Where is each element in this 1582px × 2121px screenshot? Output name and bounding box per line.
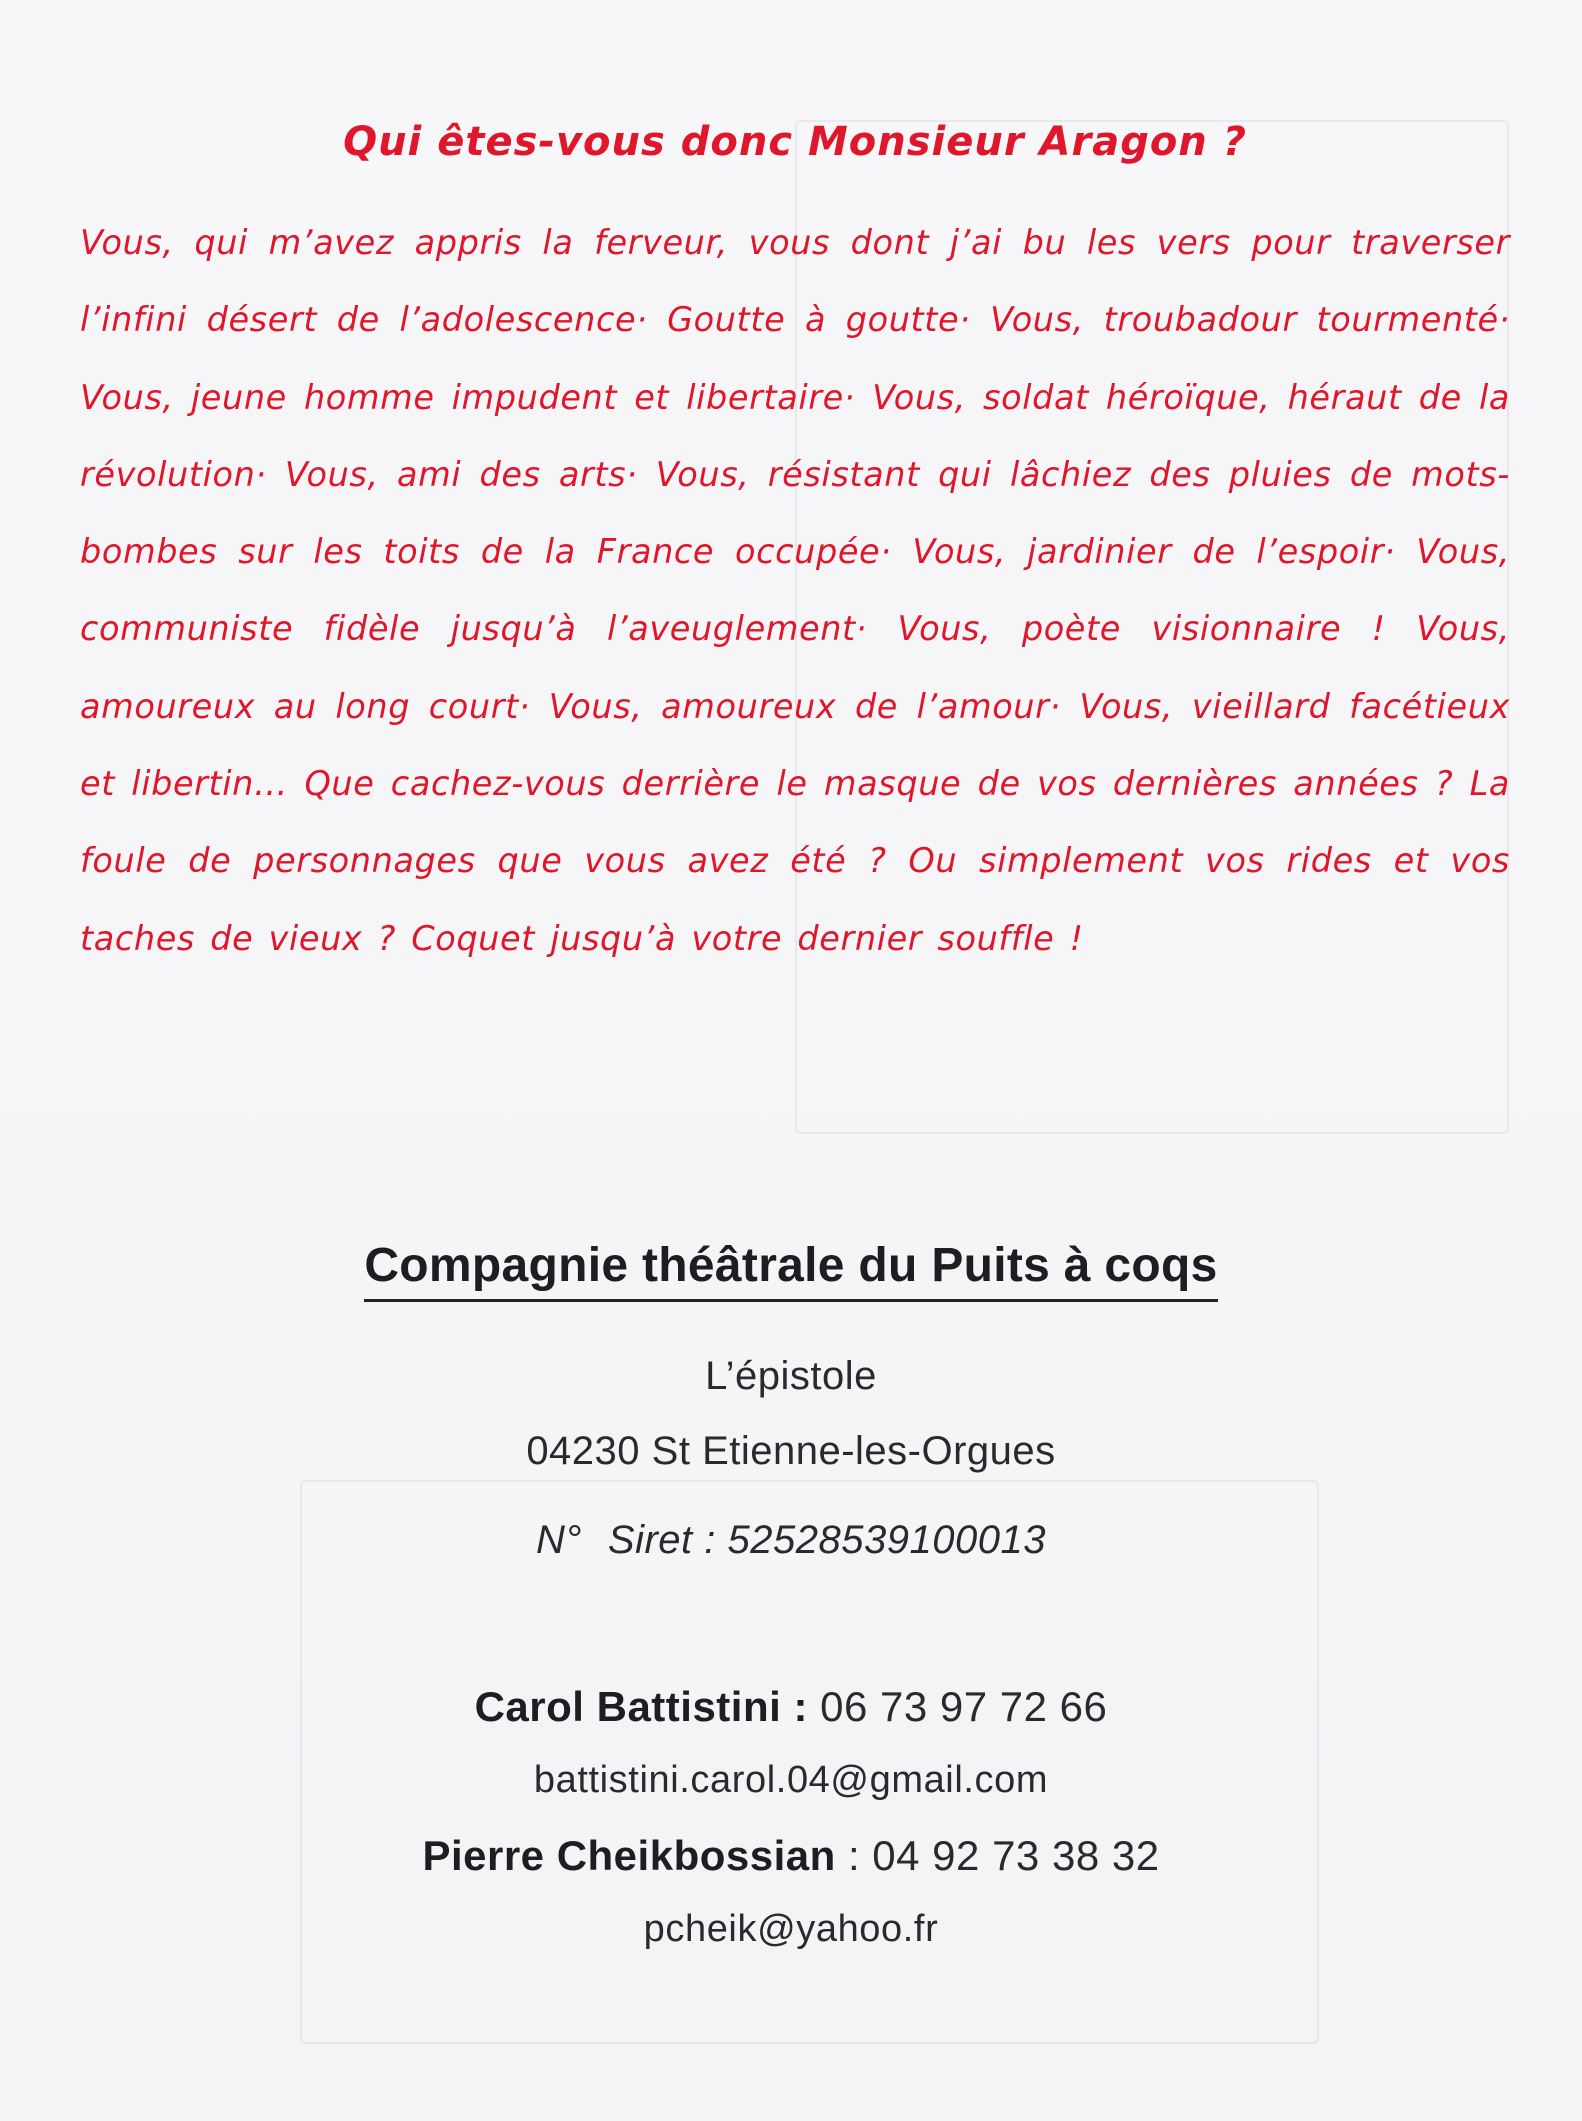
contact-phone: 04 92 73 38 32 xyxy=(872,1832,1160,1879)
contact-phone: 06 73 97 72 66 xyxy=(820,1683,1108,1730)
contact-separator: : xyxy=(847,1832,861,1879)
contact-email: pcheik@yahoo.fr xyxy=(643,1908,939,1950)
contact-name: Carol Battistini : xyxy=(474,1683,808,1730)
contact-email: battistini.carol.04@gmail.com xyxy=(533,1759,1049,1801)
address-line-2: 04230 St Etienne-les-Orgues xyxy=(526,1429,1056,1473)
poem-section xyxy=(80,118,1510,977)
siret-line xyxy=(0,1518,1582,1563)
company-section xyxy=(0,1238,1582,1951)
company-name: Compagnie théâtrale du Puits à coqs xyxy=(364,1238,1217,1302)
poem-title: Qui êtes-vous donc Monsieur Aragon ? xyxy=(343,119,1247,165)
contact-pierre xyxy=(0,1832,1582,1880)
poem-body: Vous, qui m’avez appris la ferveur, vous dont j’ai bu les vers pour traverser l’infini désert de l’adolescence· Goutte à goutte· Vous, troubadour tourmenté· Vous, jeune homme impudent et libertaire· Vous, soldat héroïque, héraut de la révolution· Vous, ami des arts· Vous, résistant qui lâchiez des pluies de mots-bombes sur les toits de la France occupée· Vous, jardinier de l’espoir· Vous, communiste fidèle jusqu’à l’aveuglement· Vous, poète visionnaire ! Vous, amoureux au long court· Vous, amoureux de l’amour· Vous, vieillard facétieux et libertin… Que cachez-vous derrière le masque de vos dernières années ? La foule de personnages que vous avez été ? Ou simplement vos rides et vos taches de vieux ? Coquet jusqu’à votre dernier souffle ! xyxy=(80,223,1510,958)
siret-value: Siret : 52528539100013 xyxy=(607,1518,1046,1562)
address-line-1: L’épistole xyxy=(705,1354,877,1398)
contact-name: Pierre Cheikbossian xyxy=(422,1832,836,1879)
contact-carol xyxy=(0,1683,1582,1731)
siret-number-label: N° xyxy=(536,1518,582,1562)
